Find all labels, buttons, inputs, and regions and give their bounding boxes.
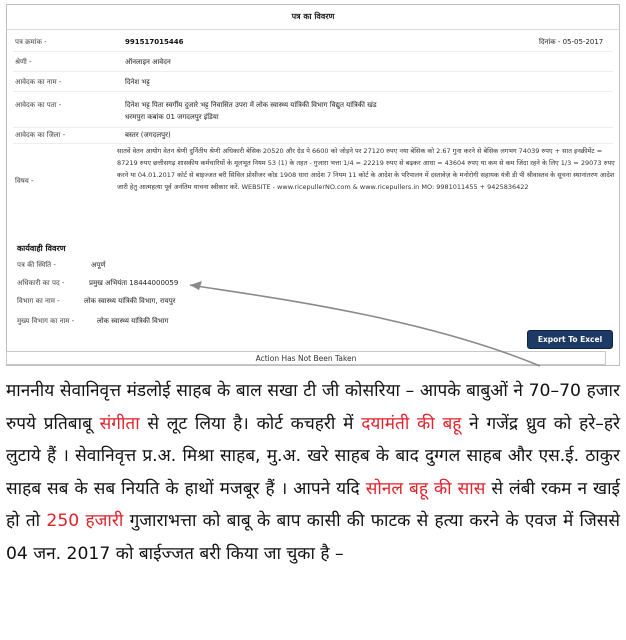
applicant-value: दिनेश भट्ट xyxy=(125,78,150,86)
comment-part-4: से लंबी रकम न खाई हो तो xyxy=(6,478,620,531)
divider xyxy=(13,51,613,52)
district-label: आवेदक का जिला - xyxy=(15,131,66,139)
divider xyxy=(13,127,613,128)
district-value: बस्तर (जगदलपुर) xyxy=(125,131,171,139)
comment-part-2: से लूट लिया है। कोर्ट कचहरी में xyxy=(139,413,362,434)
department-label: विभाग का नाम - xyxy=(17,297,60,305)
category-label: श्रेणी - xyxy=(15,58,32,66)
highlight-name-2: दयामंती की बहू xyxy=(361,413,462,434)
divider xyxy=(13,91,613,92)
main-department-value: लोक स्वास्थ्य यांत्रिकी विभाग xyxy=(97,317,169,325)
officer-label: अधिकारी का पद - xyxy=(17,279,65,287)
highlight-name-3: सोनल बहू की सास xyxy=(365,478,486,499)
letter-details-panel xyxy=(6,4,620,366)
subject-label: विषय - xyxy=(15,177,34,185)
subject-value: सातवें वेतन आयोग वेतन श्रेणी दुर्नितीय श्रेणी अधिकारी बेसिक 20520 और ग्रेड पे 6600 को जोड़ने पर 27120 रुपए नया बेसिक को 2.67 गुना करने से बेसिक लगभग 74039 रुपए + सात इनक्रीमेंट = 87219 रुपए छत्तीसगढ़ शासकीय कर्मचारियों के मूलभूत नियम 53 (1) के तहत - गुजारा भत्ता 1/4 = 22219 रुपए से बढ़कर आधा = 43604 रुपए या कम से कम जिंदा रहने के लिए 1/3 = 29073 रुपए करने या 04.01.2017 कोर्ट से बाइज्जत बरी सिविल प्रोसीजर कोड 1908 धारा आदेश 7 नियम 11 कोर्ट के आदेश के परिपालन में दस्तावेज़ के मनोरोगी सहायक यंत्री डी पी श्रीवास्तव के सूचना स्थानांतरण आदेश जारी हेतु आत्महत्या पूर्व अनंतिम याचना स्वीकार करें. WEBSITE - www.ricepullerNO.com & www.ricepullers.in MO: 9981011455 + 9425836422 xyxy=(117,147,615,191)
divider xyxy=(13,71,613,72)
main-department-label: मुख्य विभाग का नाम - xyxy=(17,317,75,325)
category-value: ऑनलाइन आवेदन xyxy=(125,58,171,66)
export-to-excel-button[interactable]: Export To Excel xyxy=(527,330,613,349)
officer-value: प्रमुख अभियंता 18444000059 xyxy=(89,279,179,287)
department-value: लोक स्वास्थ्य यांत्रिकी विभाग, रायपुर xyxy=(84,297,176,305)
action-section-title: कार्यवाही विवरण xyxy=(17,244,66,253)
address-line-2: धरमपुरा कबांक 01 जगदलपुर इंडिया xyxy=(125,113,219,121)
highlight-amount: 250 हजारी xyxy=(46,511,124,531)
address-line-1: दिनेश भट्ट पिता स्वर्गीय दुजारे भट्ट निवासित उपरा में लोक स्वास्थ्य यांत्रिकी विभाग विद्युत यांत्रिकी खंड xyxy=(125,101,377,109)
comment-text xyxy=(6,375,620,570)
letter-no-value: 991517015446 xyxy=(125,38,184,46)
status-value: अपूर्ण xyxy=(91,261,106,269)
panel-title: पत्र का विवरण xyxy=(7,5,619,30)
comment-part-5: गुजाराभत्ता को बाबू के बाप कासी की फाटक से हत्या करने के एवज में जिससे 04 जन. 2017 को बाईज्जत बरी किया जा चुका है – xyxy=(6,511,620,564)
letter-no-label: पत्र क्रमांक - xyxy=(15,38,47,46)
address-label: आवेदक का पता - xyxy=(15,101,62,109)
comment-part-1: माननीय सेवानिवृत्त मंडलोई साहब के बाल सखा टी जी कोसरिया – आपके बाबुओं ने 70–70 हजार रुपये प्रतिबाबू xyxy=(6,381,620,434)
action-status-bar: Action Has Not Been Taken xyxy=(6,351,606,365)
comment-part-3: ने गजेंद्र ध्रुव को हरे–हरे लुटाये हैं । सेवानिवृत्त प्र.अ. मिश्रा साहब, मु.अ. खरे साहब के बाद दुग्गल साहब और एस.ई. ठाकुर साहब सब के सब नियति के हाथों मजबूर हैं । आपने यदि xyxy=(6,413,621,499)
status-label: पत्र की स्थिति - xyxy=(17,261,56,269)
highlight-name-1: संगीता xyxy=(99,413,140,434)
applicant-label: आवेदक का नाम - xyxy=(15,78,62,86)
divider xyxy=(13,143,613,144)
letter-date: दिनांक - 05-05-2017 xyxy=(539,38,604,46)
